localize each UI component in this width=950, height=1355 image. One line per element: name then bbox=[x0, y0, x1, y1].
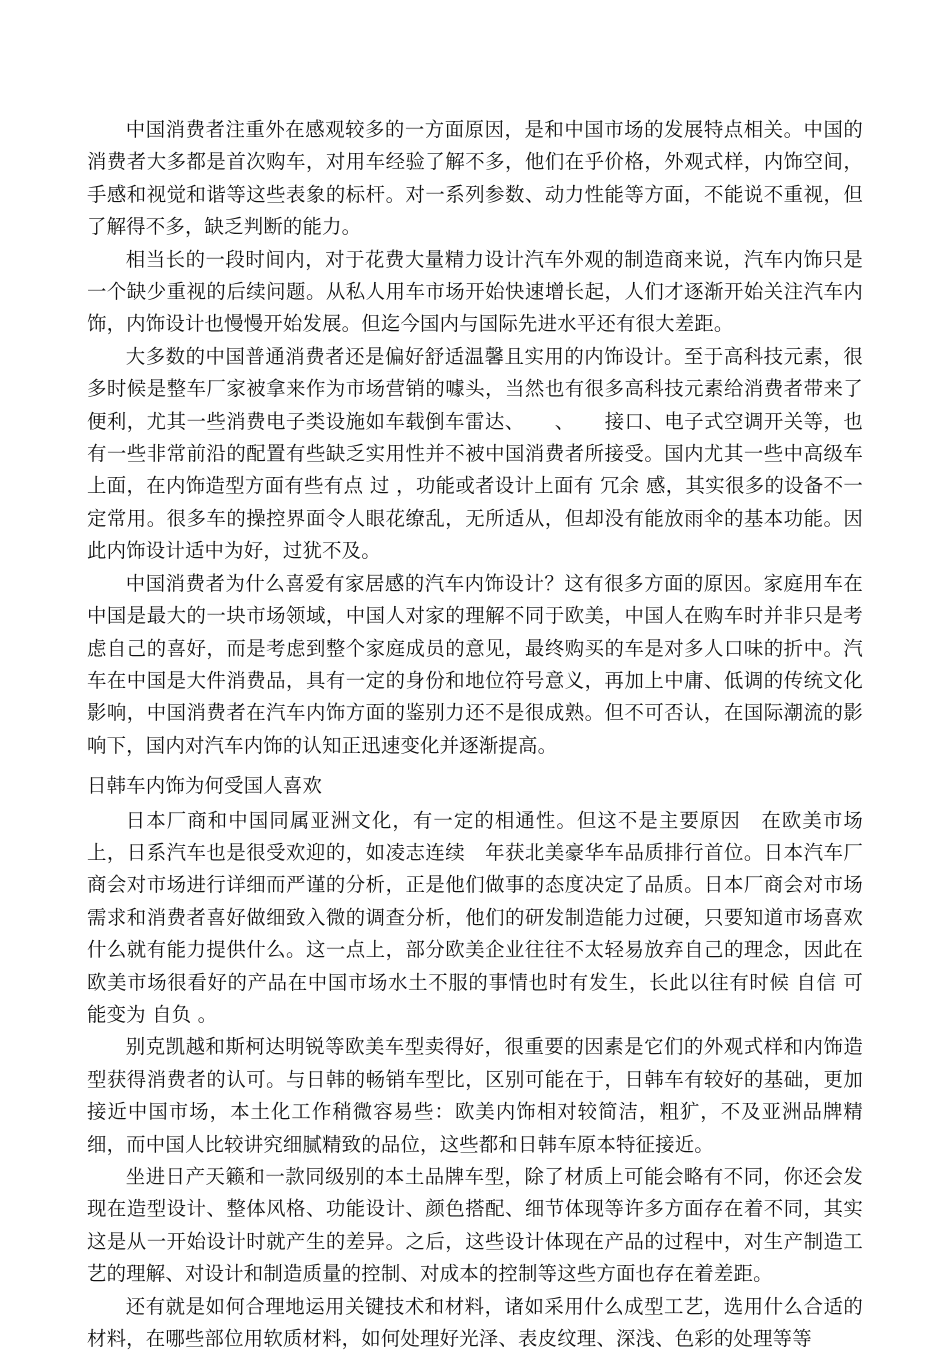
body-paragraph: 中国消费者注重外在感观较多的一方面原因，是和中国市场的发展特点相关。中国的消费者大多都是首次购车，对用车经验了解不多，他们在乎价格，外观式样，内饰空间，手感和视觉和谐等这些表象的标杆。对一系列参数、动力性能等方面，不能说不重视，但了解得不多，缺乏判断的能力。 bbox=[87, 118, 863, 239]
section-heading: 日韩车内饰为何受国人喜欢 bbox=[87, 774, 323, 798]
document-page bbox=[87, 114, 863, 1355]
body-paragraph: 别克凯越和斯柯达明锐等欧美车型卖得好，很重要的因素是它们的外观式样和内饰造型获得消费者的认可。与日韩的畅销车型比，区别可能在于，日韩车有较好的基础，更加接近中国市场，本土化工作稍微容易些：欧美内饰相对较简洁，粗犷，不及亚洲品牌精细，而中国人比较讲究细腻精致的品位，这些都和日韩车原本特征接近。 bbox=[87, 1035, 863, 1156]
body-paragraph: 相当长的一段时间内，对于花费大量精力设计汽车外观的制造商来说，汽车内饰只是一个缺少重视的后续问题。从私人用车市场开始快速增长起，人们才逐渐开始关注汽车内饰，内饰设计也慢慢开始发展。但迄今国内与国际先进水平还有很大差距。 bbox=[87, 247, 863, 336]
body-paragraph: 还有就是如何合理地运用关键技术和材料，诸如采用什么成型工艺，选用什么合适的材料，在哪些部位用软质材料，如何处理好光泽、表皮纹理、深浅、色彩的处理等等 bbox=[87, 1294, 863, 1351]
body-paragraph: 中国消费者为什么喜爱有家居感的汽车内饰设计？这有很多方面的原因。家庭用车在中国是最大的一块市场领域，中国人对家的理解不同于欧美，中国人在购车时并非只是考虑自己的喜好，而是考虑到整个家庭成员的意见，最终购买的车是对多人口味的折中。汽车在中国是大件消费品，具有一定的身份和地位符号意义，再加上中庸、低调的传统文化影响，中国消费者在汽车内饰方面的鉴别力还不是很成熟。但不可否认，在国际潮流的影响下，国内对汽车内饰的认知正迅速变化并逐渐提高。 bbox=[87, 571, 863, 757]
body-paragraph: 日本厂商和中国同属亚洲文化，有一定的相通性。但这不是主要原因 在欧美市场上，日系汽车也是很受欢迎的，如凌志连续 年获北美豪华车品质排行首位。日本汽车厂商会对市场进行详细而严谨的分析，正是他们做事的态度决定了品质。日本厂商会对市场需求和消费者喜好做细致入微的调查分析，他们的研发制造能力过硬，只要知道市场喜欢什么就有能力提供什么。这一点上，部分欧美企业往往不太轻易放弃自己的理念，因此在欧美市场很看好的产品在中国市场水土不服的事情也时有发生，长此以往有时候 自信 可能变为 自负 。 bbox=[87, 808, 863, 1026]
body-paragraph: 坐进日产天籁和一款同级别的本土品牌车型，除了材质上可能会略有不同，你还会发现在造型设计、整体风格、功能设计、颜色搭配、细节体现等许多方面存在着不同，其实这是从一开始设计时就产生的差异。之后，这些设计体现在产品的过程中，对生产制造工艺的理解、对设计和制造质量的控制、对成本的控制等这些方面也存在着差距。 bbox=[87, 1165, 863, 1286]
body-paragraph: 大多数的中国普通消费者还是偏好舒适温馨且实用的内饰设计。至于高科技元素，很多时候是整车厂家被拿来作为市场营销的噱头，当然也有很多高科技元素给消费者带来了便利，尤其一些消费电子类设施如车载倒车雷达、 、 接口、电子式空调开关等，也有一些非常前沿的配置有些缺乏实用性并不被中国消费者所接受。国内尤其一些中高级车上面，在内饰造型方面有些有点 过 ，功能或者设计上面有 冗余 感，其实很多的设备不一定常用。很多车的操控界面令人眼花缭乱，无所适从，但却没有能放雨伞的基本功能。因此内饰设计适中为好，过犹不及。 bbox=[87, 344, 863, 563]
